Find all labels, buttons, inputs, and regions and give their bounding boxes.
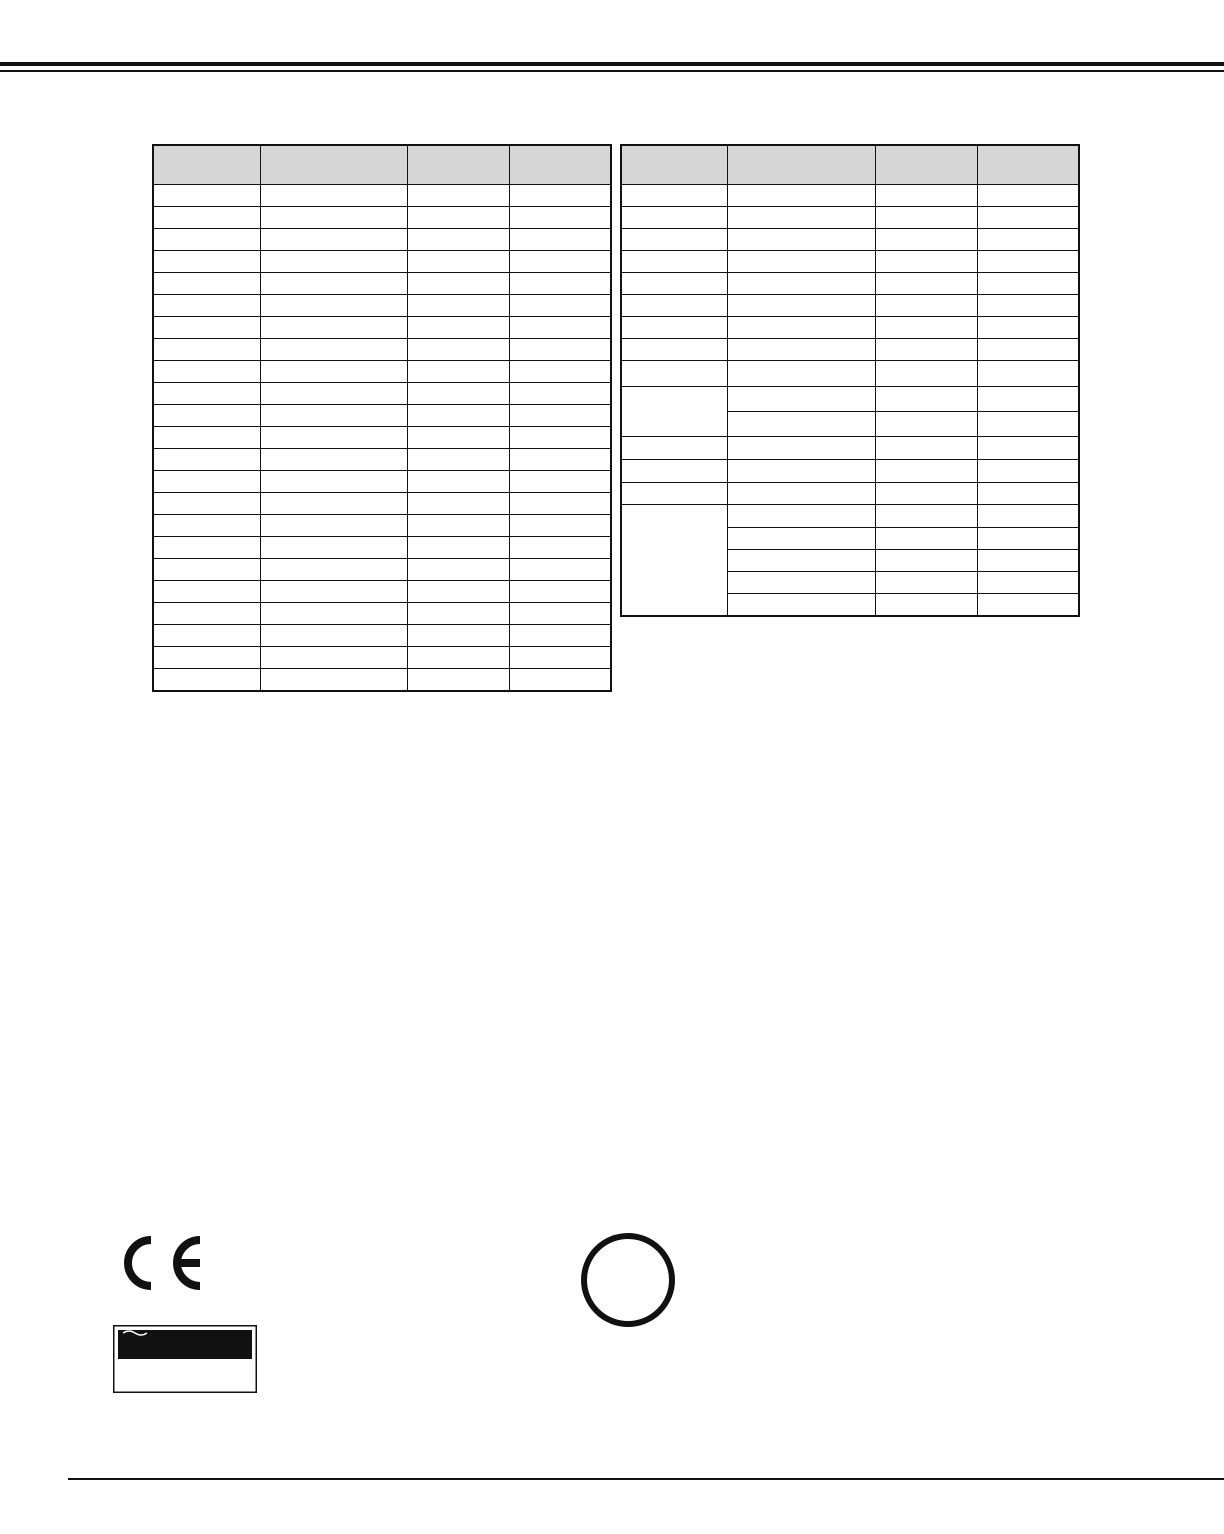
table-row — [153, 647, 611, 669]
table-row — [153, 339, 611, 361]
header-cell — [875, 145, 977, 185]
table-row — [153, 449, 611, 471]
table-row — [153, 383, 611, 405]
table-row — [153, 559, 611, 581]
header-cell — [621, 145, 727, 185]
header-cell — [153, 145, 260, 185]
header-cell — [977, 145, 1079, 185]
table-row — [153, 427, 611, 449]
table-row — [153, 669, 611, 691]
table-row — [153, 273, 611, 295]
table-row — [153, 537, 611, 559]
table-row — [621, 339, 1079, 361]
compatibility-table-right — [620, 144, 1080, 617]
table-row — [621, 361, 1079, 387]
table-row — [621, 460, 1079, 483]
header-cell — [727, 145, 875, 185]
table-row — [621, 229, 1079, 251]
culus-listed-mark — [566, 1230, 830, 1330]
table-row — [153, 603, 611, 625]
table-row — [621, 273, 1079, 295]
table-row — [621, 185, 1079, 207]
table-row — [153, 185, 611, 207]
ce-mark-logo — [118, 1232, 210, 1294]
table-header-row — [153, 145, 611, 185]
table-row — [621, 483, 1079, 505]
compatibility-table-left — [152, 144, 612, 692]
header-cell — [509, 145, 611, 185]
table-row — [621, 505, 1079, 528]
table-row — [153, 493, 611, 515]
table-row — [621, 387, 1079, 412]
table-row — [153, 295, 611, 317]
header-rule-thick — [0, 62, 1224, 66]
table-row — [621, 207, 1079, 229]
table-row — [153, 317, 611, 339]
table-row — [153, 251, 611, 273]
footer-rule — [68, 1478, 1224, 1480]
table-row — [621, 251, 1079, 273]
dnx-pixelworks-logo — [113, 1325, 257, 1393]
table-header-row — [621, 145, 1079, 185]
header-rule-thin — [0, 70, 1224, 72]
table-row — [153, 581, 611, 603]
table-row — [153, 229, 611, 251]
table-row — [153, 405, 611, 427]
table-row — [153, 361, 611, 383]
table-row — [621, 295, 1079, 317]
header-cell — [407, 145, 509, 185]
table-row — [153, 471, 611, 493]
table-row — [153, 625, 611, 647]
header-cell — [260, 145, 407, 185]
table-row — [621, 437, 1079, 460]
table-row — [153, 207, 611, 229]
table-row — [621, 317, 1079, 339]
table-row — [153, 515, 611, 537]
